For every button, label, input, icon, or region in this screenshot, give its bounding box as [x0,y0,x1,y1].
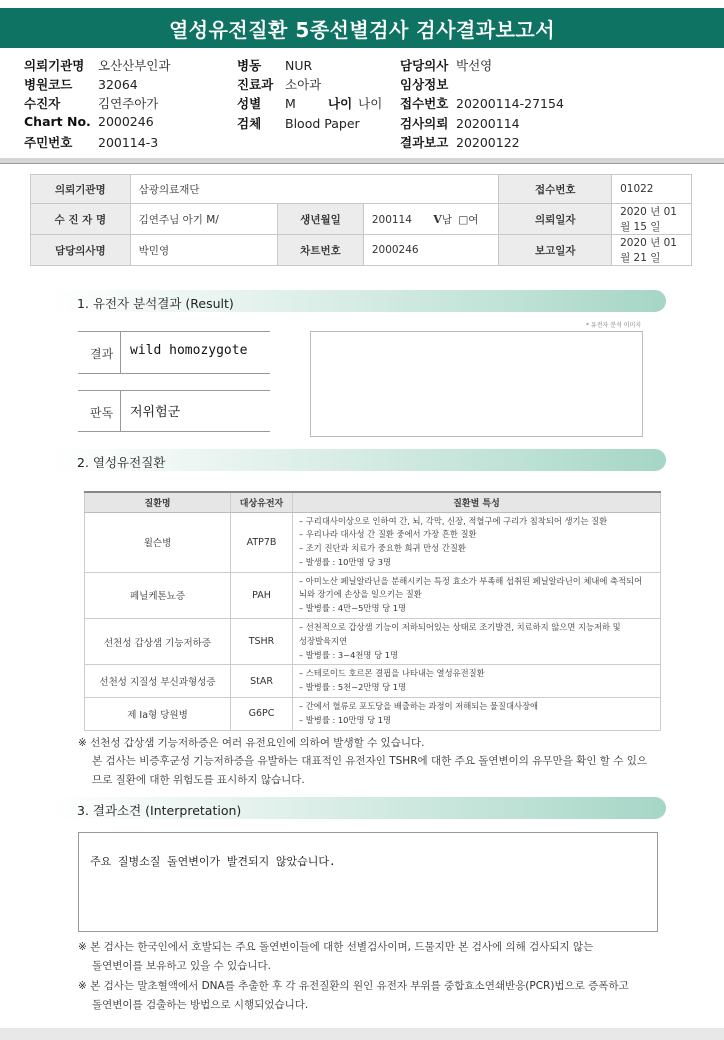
feature-line: – 발생률 : 10만명 당 3명 [299,556,392,567]
feature-line: – 발병률 : 4만~5만명 당 1명 [299,603,407,614]
column-header: 질환별 특성 [293,492,661,512]
table-row [85,619,661,665]
male-checkbox-mark: V [433,212,442,226]
result-label: 결과 [90,347,114,361]
divider [78,431,270,432]
judgement-label: 판독 [90,406,114,420]
header-age: 나이 나이 [328,96,383,111]
note-line: 본 검사는 비증후군성 기능저하증을 유발하는 대표적인 유전자인 TSHR에 대한 주요 돌연변이의 유무만을 확인 할 수 있으 [92,755,648,767]
info-label: 생년월일 [278,204,364,235]
note-line: 돌연변이를 검출하는 방법으로 시행되었습니다. [92,999,309,1011]
gene-name: ATP7B [231,512,293,572]
disease-features [293,619,661,665]
image-note: * 유전자 분석 이미지 [586,322,642,329]
interpretation-text: 주요 질병소질 돌연변이가 발견되지 않았습니다. [90,855,336,868]
info-value: 2000246 [363,235,499,266]
divider [120,390,121,431]
note-line: ※ 본 검사는 말초혈액에서 DNA를 추출한 후 각 유전질환의 원인 유전자 부위를 중합효소연쇄반응(PCR)법으로 증폭하고 [78,980,629,992]
header-field: 진료과 소아과 [237,77,322,92]
feature-line: – 간에서 혈류로 포도당을 배출하는 과정이 저해되는 물질대사장애 [299,701,539,712]
info-label: 차트번호 [278,235,364,266]
divider [78,331,270,332]
feature-line: – 구리대사이상으로 인하여 간, 뇌, 각막, 신장, 적혈구에 구리가 침착되어 생기는 질환 [299,515,608,526]
divider [120,331,121,373]
divider [78,373,270,374]
header-field: 수진자 김연주아가 [24,96,159,111]
feature-line: – 우리나라 대사성 간 질환 중에서 가장 흔한 질환 [299,529,477,540]
header-field: 검사의뢰 20200114 [400,116,520,131]
feature-line: – 발병률 : 10만명 당 1명 [299,714,392,725]
info-value: 01022 [612,175,692,204]
note-line: ※ 본 검사는 한국인에서 호발되는 주요 돌연변이들에 대한 선별검사이며, 드물지만 본 검사에 의해 검사되지 않는 [78,941,594,953]
judgement-value: 저위험군 [130,405,181,420]
info-value-birth [363,204,499,235]
info-value: 2020 년 01 월 15 일 [612,204,692,235]
section-title: 1. 유전자 분석결과 (Result) [77,296,234,311]
header-field: 담당의사 박선영 [400,58,493,73]
feature-line: – 조기 진단과 치료가 중요한 희귀 만성 간질환 [299,543,466,554]
gene-analysis-image [310,331,643,437]
header-field: 성별 M [237,96,296,111]
info-value: 삼광의료재단 [130,175,499,204]
gene-name: StAR [231,665,293,698]
note-line: 므로 질환에 대한 위험도를 표시하지 않습니다. [92,774,305,786]
report-title: 열성유전질환 5종선별검사 검사결과보고서 [0,8,724,48]
note-line: ※ 선천성 갑상샘 기능저하증은 여러 유전요인에 의하여 발생할 수 있습니다. [78,737,425,749]
info-value: 2020 년 01 월 21 일 [612,235,692,266]
section-title: 2. 열성유전질환 [77,455,166,470]
disease-features [293,512,661,572]
header-field: 접수번호 20200114-27154 [400,96,564,111]
info-label: 의뢰일자 [499,204,612,235]
birthdate-value: 200114 [371,213,412,226]
disease-features [293,572,661,618]
disease-features [293,698,661,731]
section-title: 3. 결과소견 (Interpretation) [77,803,242,818]
table-header-row [85,492,661,512]
feature-line: – 발병률 : 5천~2만명 당 1명 [299,682,407,693]
info-value: 박민영 [130,235,277,266]
gene-name: G6PC [231,698,293,731]
female-option: □여 [458,213,479,226]
divider [78,390,270,391]
header-field: 병동 NUR [237,58,313,73]
info-row [31,204,692,235]
header-field: 검체 Blood Paper [237,116,360,131]
feature-line: – 스테로이드 호르몬 결핍을 나타내는 열성유전질환 [299,668,485,679]
interpretation-box [78,832,658,932]
header-field: 결과보고 20200122 [400,135,520,150]
column-header: 질환명 [85,492,231,512]
header-field: 주민번호 200114-3 [24,135,159,150]
result-value: wild homozygote [130,343,248,358]
male-option: 남 [441,213,452,226]
info-row [31,235,692,266]
info-table [30,174,692,266]
feature-line: – 선천적으로 갑상샘 기능이 저하되어있는 상태로 조기발견, 치료하지 않으면 지능저하 및 [299,622,621,633]
disease-name: 페닐케톤뇨증 [85,572,231,618]
note-line: 돌연변이를 보유하고 있을 수 있습니다. [92,960,271,972]
header-field: 병원코드 32064 [24,77,138,92]
table-row [85,512,661,572]
table-row [85,698,661,731]
disease-table [84,491,661,731]
disease-name: 선천성 갑상샘 기능저하증 [85,619,231,665]
footer-bar [0,1028,724,1040]
disease-name: 제 Ia형 당원병 [85,698,231,731]
header-field: Chart No. 2000246 [24,114,154,129]
header-field: 임상정보 [400,77,449,92]
info-value: 김연주님 아기 M/ [130,204,277,235]
info-label: 담당의사명 [31,235,131,266]
info-label: 의뢰기관명 [31,175,131,204]
info-label: 보고일자 [499,235,612,266]
header-field: 의뢰기관명 오산산부인과 [24,58,171,73]
disease-features [293,665,661,698]
header-divider-line [0,163,724,164]
gene-name: PAH [231,572,293,618]
disease-name: 선천성 지질성 부신과형성증 [85,665,231,698]
feature-line: – 발병률 : 3~4천명 당 1명 [299,649,399,660]
feature-line: 성장발육지연 [299,635,348,646]
column-header: 대상유전자 [231,492,293,512]
disease-name: 윌슨병 [85,512,231,572]
feature-line: 뇌와 장기에 손상을 일으키는 질환 [299,589,422,600]
info-label: 수 진 자 명 [31,204,131,235]
table-row [85,665,661,698]
gene-name: TSHR [231,619,293,665]
info-row [31,175,692,204]
feature-line: – 아미노산 페닐알라닌을 분해시키는 특정 효소가 부족해 섭취된 페닐알라닌이 체내에 축적되어 [299,575,643,586]
info-label: 접수번호 [499,175,612,204]
table-row [85,572,661,618]
